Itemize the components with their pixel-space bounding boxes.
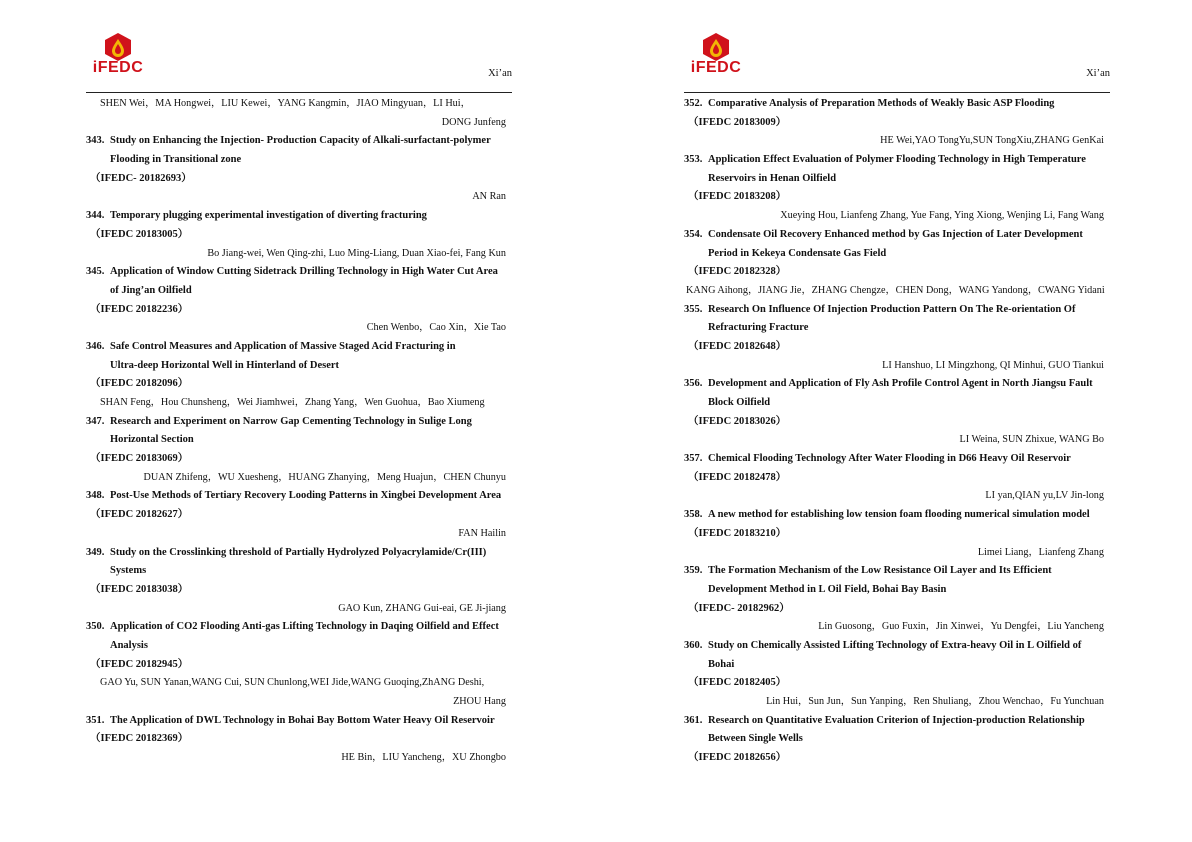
entry-title <box>684 301 1110 320</box>
entry-authors: GAO Kun, ZHANG Gui-eai, GE Ji-jiang <box>338 602 506 614</box>
entry-title <box>684 562 1110 581</box>
entry-authors: HE Wei,YAO TongYu,SUN TongXiu,ZHANG GenKai <box>880 135 1104 147</box>
entry-code: （IFEDC 20182236） <box>90 303 189 315</box>
entry-title <box>86 618 512 637</box>
logo-text: iFEDC <box>690 59 742 76</box>
entry-title-text: Safe Control Measures and Application of Massive Staged Acid Fracturing in <box>110 340 456 352</box>
entry-title-continued: Reservoirs in Henan Oilfield <box>708 172 837 184</box>
entry-authors: Chen Wenbo，Cao Xin，Xie Tao <box>366 322 506 334</box>
entry-code: （IFEDC 20182478） <box>688 471 787 483</box>
entry-authors: SHEN Wei，MA Hongwei，LIU Kewei，YANG Kangmin，JIAO Mingyuan，LI Hui， <box>100 98 471 109</box>
entry-title <box>86 132 512 151</box>
entry-title-text: Research and Experiment on Narrow Gap Cementing Technology in Sulige Long <box>110 415 472 427</box>
entry-code: （IFEDC 20182648） <box>688 340 787 352</box>
entry-title-text: Comparative Analysis of Preparation Methods of Weakly Basic ASP Flooding <box>708 98 1055 109</box>
header-city: Xi’an <box>1086 68 1110 79</box>
entry-number: 344. <box>86 210 105 222</box>
entry-title <box>86 544 512 563</box>
entry-authors: Lin Hui，Sun Jun，Sun Yanping，Ren Shuliang，Zhou Wenchao，Fu Yunchuan <box>766 696 1104 707</box>
entry-code: （IFEDC- 20182962） <box>688 602 790 614</box>
entry-code: （IFEDC 20182945） <box>90 658 189 670</box>
left-page <box>86 0 526 842</box>
entry-title-text: Application of CO2 Flooding Anti-gas Lifting Technology in Daqing Oilfield and Effect <box>110 621 499 633</box>
entry-number: 359. <box>684 565 703 577</box>
entry-title <box>684 95 1110 114</box>
entry-title-continued: Refracturing Fracture <box>708 322 809 334</box>
entry-code: （IFEDC- 20182693） <box>90 172 192 184</box>
entry-title-text: Application Effect Evaluation of Polymer Flooding Technology in High Temperature <box>708 154 1086 166</box>
entry-title <box>86 207 512 226</box>
entry-title <box>684 637 1110 656</box>
entry-authors: KANG Aihong，JIANG Jie，ZHANG Chengze，CHEN Dong，WANG Yandong，CWANG Yidani <box>686 284 1105 296</box>
entry-authors: Limei Liang，Lianfeng Zhang <box>977 546 1104 558</box>
entry-title-text: Study on Enhancing the Injection- Production Capacity of Alkali-surfactant-polymer <box>110 135 491 147</box>
entry-number: 354. <box>684 228 703 240</box>
entry-number: 352. <box>684 98 703 109</box>
entry-title-text: Research On Influence Of Injection Production Pattern On The Re-orientation Of <box>708 303 1076 315</box>
entry-title <box>684 151 1110 170</box>
entry-code: （IFEDC 20183026） <box>688 415 787 427</box>
entry-authors: Xueying Hou, Lianfeng Zhang, Yue Fang, Ying Xiong, Wenjing Li, Fang Wang <box>780 210 1104 222</box>
entry-number: 346. <box>86 340 105 352</box>
entry-number: 347. <box>86 415 105 427</box>
entry-code: （IFEDC 20182369） <box>90 733 189 745</box>
entry-title-text: Development and Application of Fly Ash Profile Control Agent in North Jiangsu Fault <box>708 378 1093 390</box>
entry-title-continued: Period in Kekeya Condensate Gas Field <box>708 247 887 259</box>
entry-authors: GAO Yu, SUN Yanan,WANG Cui, SUN Chunlong,WEI Jide,WANG Guoqing,ZhANG Deshi, <box>100 677 485 689</box>
entry-title-continued: Flooding in Transitional zone <box>110 154 242 166</box>
entry-number: 355. <box>684 303 703 315</box>
entry-title <box>86 712 512 731</box>
entry-authors: Lin Guosong，Guo Fuxin，Jin Xinwei，Yu Dengfei，Liu Yancheng <box>818 621 1104 633</box>
entry-number: 360. <box>684 639 703 651</box>
entry-title-continued: Systems <box>110 565 147 577</box>
entry-code: （IFEDC 20183208） <box>688 191 787 203</box>
entry-number: 361. <box>684 714 703 726</box>
right-page <box>684 0 1124 842</box>
entry-number: 343. <box>86 135 105 147</box>
entry-title-text: Chemical Flooding Technology After Water Flooding in D66 Heavy Oil Reservoir <box>708 453 1071 465</box>
entry-number: 358. <box>684 509 703 521</box>
entry-title-text: The Application of DWL Technology in Bohai Bay Bottom Water Heavy Oil Reservoir <box>110 714 495 726</box>
entry-title <box>86 487 512 506</box>
entry-code: （IFEDC 20182627） <box>90 509 189 521</box>
right-page-content <box>684 95 1110 768</box>
logo-emblem-icon <box>101 32 135 62</box>
entry-title-continued: of Jing’an Oilfield <box>110 284 192 296</box>
entry-code: （IFEDC 20183210） <box>688 527 787 539</box>
entry-code: （IFEDC 20183069） <box>90 453 189 465</box>
entry-number: 357. <box>684 453 703 465</box>
entry-title <box>684 450 1110 469</box>
entry-number: 351. <box>86 714 105 726</box>
entry-title <box>684 506 1110 525</box>
entry-code: （IFEDC 20182096） <box>90 378 189 390</box>
entry-authors: DONG Junfeng <box>441 116 506 128</box>
header-rule <box>684 92 1110 93</box>
entry-authors: DUAN Zhifeng，WU Xuesheng，HUANG Zhanying，Meng Huajun，CHEN Chunyu <box>143 471 506 483</box>
entry-number: 345. <box>86 266 105 278</box>
entry-title-continued: Development Method in L Oil Field, Bohai Bay Basin <box>708 583 947 595</box>
entry-title <box>684 712 1110 731</box>
entry-code: （IFEDC 20182405） <box>688 677 787 689</box>
entry-authors: Bo Jiang-wei, Wen Qing-zhi, Luo Ming-Liang, Duan Xiao-fei, Fang Kun <box>207 247 506 259</box>
entry-authors: ZHOU Hang <box>453 696 506 707</box>
logo-emblem-icon <box>699 32 733 62</box>
entry-title-text: Temporary plugging experimental investigation of diverting fracturing <box>110 210 427 222</box>
entry-authors: AN Ran <box>472 191 506 203</box>
entry-title-continued: Analysis <box>110 639 148 651</box>
entry-title-text: Study on the Crosslinking threshold of Partially Hydrolyzed Polyacrylamide/Cr(III) <box>110 546 487 558</box>
entry-authors: HE Bin，LIU Yancheng，XU Zhongbo <box>341 752 506 764</box>
header-rule <box>86 92 512 93</box>
entry-title-text: Research on Quantitative Evaluation Criterion of Injection-production Relationship <box>708 714 1085 726</box>
entry-authors: FAN Hailin <box>458 527 506 539</box>
ifedc-logo <box>88 32 148 78</box>
entry-title-continued: Horizontal Section <box>110 434 194 446</box>
entry-authors: LI Weina, SUN Zhixue, WANG Bo <box>959 434 1104 446</box>
entry-number: 350. <box>86 621 105 633</box>
entry-title-text: Study on Chemically Assisted Lifting Technology of Extra-heavy Oil in L Oilfield of <box>708 639 1082 651</box>
entry-number: 356. <box>684 378 703 390</box>
entry-title-continued: Between Single Wells <box>708 733 803 745</box>
entry-title-text: Condensate Oil Recovery Enhanced method by Gas Injection of Later Development <box>708 228 1083 240</box>
entry-authors: LI yan,QIAN yu,LV Jin-long <box>985 490 1104 502</box>
entry-code: （IFEDC 20183009） <box>688 116 787 128</box>
left-page-content <box>86 95 512 768</box>
entry-title-continued: Ultra-deep Horizontal Well in Hinterland of Desert <box>110 359 340 371</box>
entry-title <box>86 263 512 282</box>
entry-title-text: Post-Use Methods of Tertiary Recovery Looding Patterns in Xingbei Development Area <box>110 490 502 502</box>
entry-number: 353. <box>684 154 703 166</box>
entry-title-text: Application of Window Cutting Sidetrack Drilling Technology in High Water Cut Area <box>110 266 498 278</box>
entry-authors: LI Hanshuo, LI Mingzhong, QI Minhui, GUO Tiankui <box>882 359 1104 371</box>
header-city: Xi’an <box>488 68 512 79</box>
entry-title <box>684 226 1110 245</box>
entry-authors: SHAN Feng，Hou Chunsheng，Wei Jiamhwei，Zhang Yang，Wen Guohua，Bao Xiumeng <box>100 397 485 408</box>
entry-code: （IFEDC 20182656） <box>688 752 787 764</box>
entry-number: 349. <box>86 546 105 558</box>
entry-code: （IFEDC 20183005） <box>90 228 189 240</box>
entry-title-continued: Block Oilfield <box>708 397 771 408</box>
entry-number: 348. <box>86 490 105 502</box>
entry-title-text: A new method for establishing low tension foam flooding numerical simulation model <box>708 509 1090 521</box>
entry-title <box>86 338 512 357</box>
entry-title <box>86 413 512 432</box>
logo-text: iFEDC <box>92 59 144 76</box>
ifedc-logo <box>686 32 746 78</box>
entry-code: （IFEDC 20182328） <box>688 266 787 278</box>
entry-title-text: The Formation Mechanism of the Low Resistance Oil Layer and Its Efficient <box>708 565 1052 577</box>
entry-title <box>684 375 1110 394</box>
entry-code: （IFEDC 20183038） <box>90 583 189 595</box>
entry-title-continued: Bohai <box>708 658 735 670</box>
